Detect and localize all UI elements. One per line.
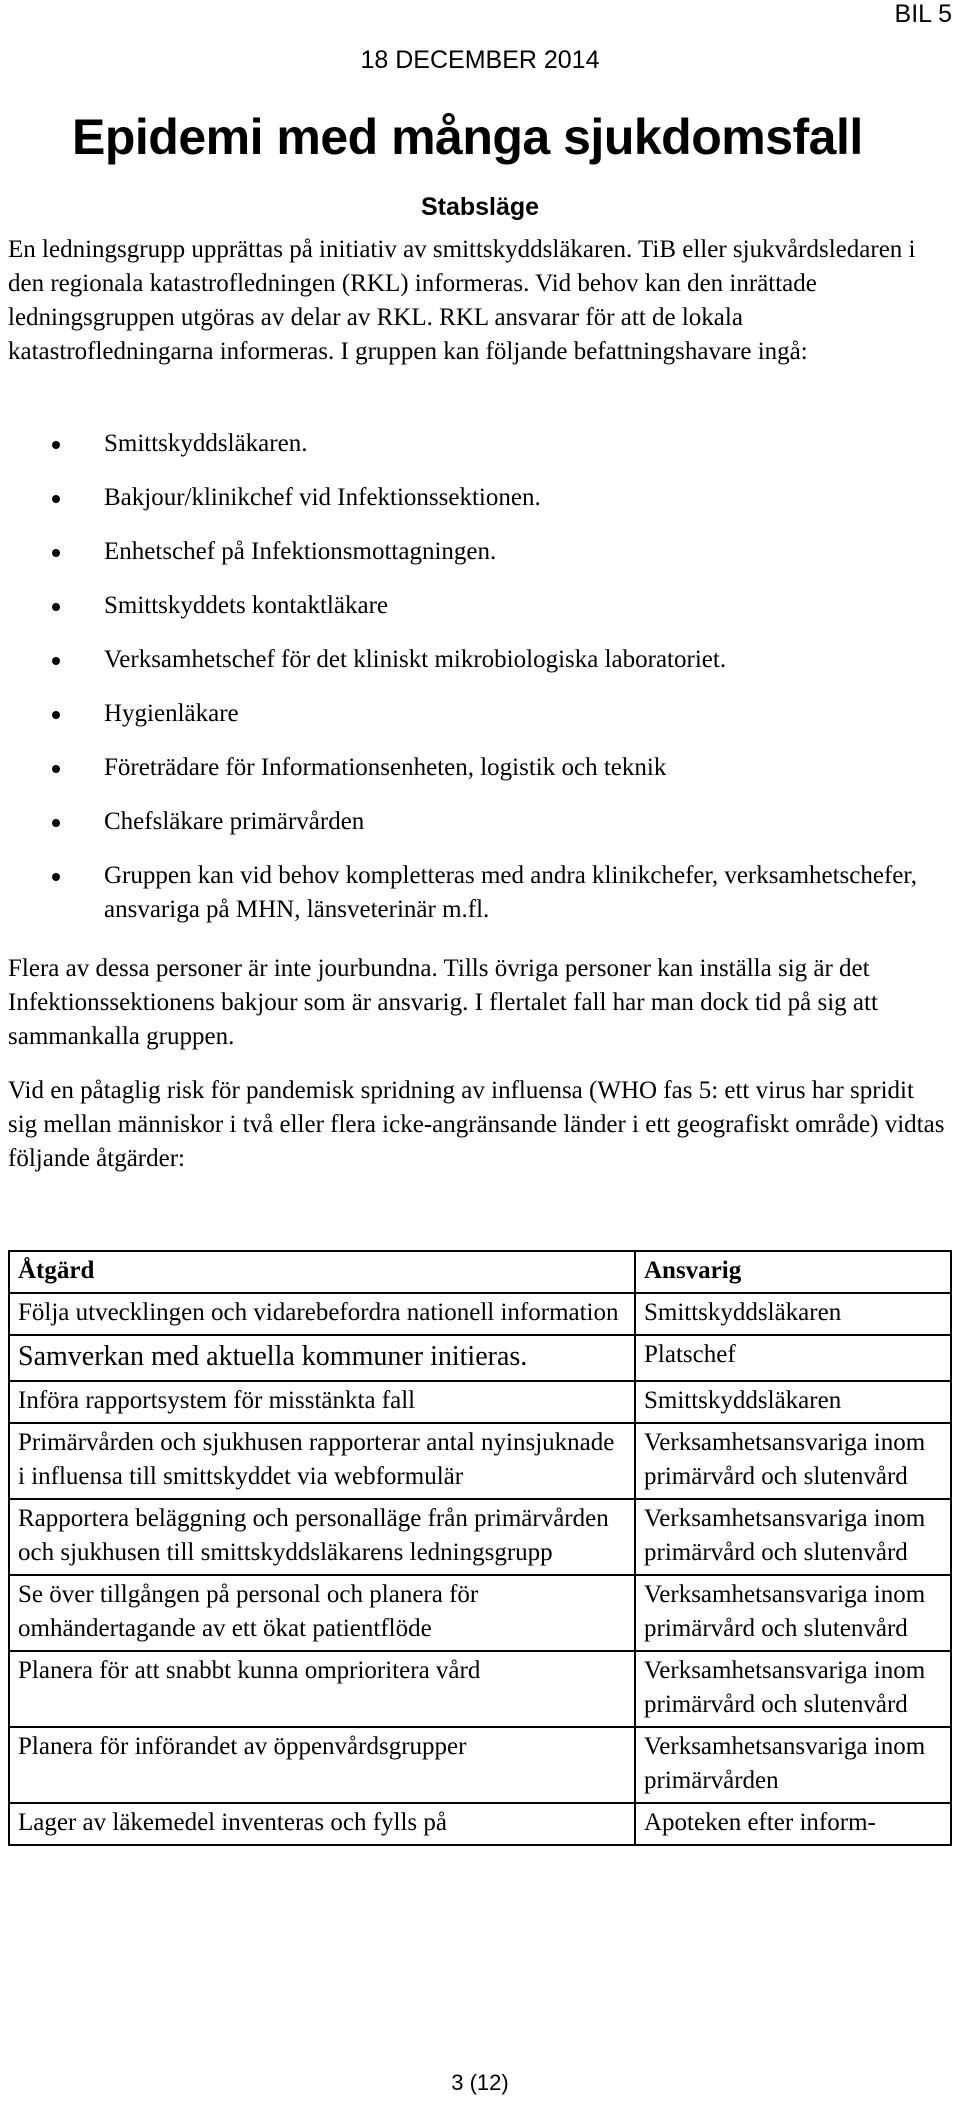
- bullet-icon: [52, 657, 60, 665]
- bullet-icon: [52, 549, 60, 557]
- table-row: [9, 1651, 951, 1727]
- action-cell: Primärvården och sjukhusen rapporterar antal nyinsjuknade i influensa till smittskyddet via webformulär: [9, 1423, 635, 1499]
- bullet-icon: [52, 765, 60, 773]
- list-item: Hygienläkare: [0, 697, 960, 731]
- table-row: [9, 1727, 951, 1803]
- bullet-icon: [52, 495, 60, 503]
- responsible-cell: Verksamhetsansvariga inom primärvård och slutenvård: [635, 1575, 951, 1651]
- responsible-cell: Verksamhetsansvariga inom primärvård och slutenvård: [635, 1499, 951, 1575]
- action-cell: Planera för att snabbt kunna omprioritera vård: [9, 1651, 635, 1727]
- annex-label: BIL 5: [894, 0, 952, 28]
- bullet-icon: [52, 819, 60, 827]
- list-item: Företrädare för Informationsenheten, logistik och teknik: [0, 751, 960, 785]
- responsible-cell: Smittskyddsläkaren: [635, 1293, 951, 1335]
- table-row: [9, 1575, 951, 1651]
- list-item: Enhetschef på Infektionsmottagningen.: [0, 535, 960, 569]
- bullet-icon: [52, 441, 60, 449]
- action-cell: Rapportera beläggning och personalläge från primärvården och sjukhusen till smittskyddsläkarens ledningsgrupp: [9, 1499, 635, 1575]
- bullet-icon: [52, 873, 60, 881]
- list-item: Bakjour/klinikchef vid Infektionssektionen.: [0, 481, 960, 515]
- action-cell: Planera för införandet av öppenvårdsgrupper: [9, 1727, 635, 1803]
- list-item: Gruppen kan vid behov kompletteras med andra klinikchefer, verksamhetschefer, ansvariga på MHN, länsveterinär m.fl.: [0, 859, 960, 927]
- responsible-cell: Verksamhetsansvariga inom primärvård och slutenvård: [635, 1423, 951, 1499]
- document-date: 18 DECEMBER 2014: [360, 46, 600, 74]
- header-action: Åtgärd: [9, 1251, 635, 1293]
- table-row: [9, 1499, 951, 1575]
- availability-paragraph: Flera av dessa personer är inte jourbundna. Tills övriga personer kan inställa sig är det Infektionssektionens bakjour som är ansvarig. I flertalet fall har man dock tid på sig att sammankalla gruppen.: [8, 955, 878, 1050]
- bullet-icon: [52, 711, 60, 719]
- action-cell: Införa rapportsystem för misstänkta fall: [9, 1381, 635, 1423]
- table-row: [9, 1423, 951, 1499]
- table-row: [9, 1381, 951, 1423]
- list-item: Verksamhetschef för det kliniskt mikrobiologiska laboratoriet.: [0, 643, 960, 677]
- list-item: Smittskyddsläkaren.: [0, 427, 960, 461]
- action-cell: Se över tillgången på personal och planera för omhändertagande av ett ökat patientflöde: [9, 1575, 635, 1651]
- responsible-cell: Verksamhetsansvariga inom primärvård och slutenvård: [635, 1651, 951, 1727]
- bullet-icon: [52, 603, 60, 611]
- list-item: Chefsläkare primärvården: [0, 805, 960, 839]
- table-header-row: [9, 1251, 951, 1293]
- responsible-cell: Smittskyddsläkaren: [635, 1381, 951, 1423]
- intro-paragraph: En ledningsgrupp upprättas på initiativ av smittskyddsläkaren. TiB eller sjukvårdsledaren i den regionala katastrofledningen (RKL) informeras. Vid behov kan den inrättade ledningsgruppen utgöras av delar av RKL. RKL ansvarar för att de lokala katastrofledningarna informeras. I gruppen kan följande befattningshavare ingå:: [8, 236, 916, 365]
- actions-table: [8, 1250, 952, 1846]
- action-cell: Lager av läkemedel inventeras och fylls på: [9, 1803, 635, 1845]
- table-row: [9, 1335, 951, 1381]
- action-cell: Följa utvecklingen och vidarebefordra nationell information: [9, 1293, 635, 1335]
- action-cell: Samverkan med aktuella kommuner initieras.: [9, 1335, 635, 1381]
- page-title: Epidemi med många sjukdomsfall: [72, 109, 863, 165]
- section-subtitle: Stabsläge: [420, 193, 540, 221]
- responsible-cell: Apoteken efter inform-: [635, 1803, 951, 1845]
- list-item: Smittskyddets kontaktläkare: [0, 589, 960, 623]
- header-responsible: Ansvarig: [635, 1251, 951, 1293]
- responsible-cell: Verksamhetsansvariga inom primärvården: [635, 1727, 951, 1803]
- page-number: 3 (12): [451, 2070, 509, 2095]
- table-row: [9, 1293, 951, 1335]
- responsible-cell: Platschef: [635, 1335, 951, 1381]
- table-row: [9, 1803, 951, 1845]
- pandemic-paragraph: Vid en påtaglig risk för pandemisk spridning av influensa (WHO fas 5: ett virus har spridit sig mellan människor i två eller flera icke-angränsande länder i ett geografiskt område) vidtas följande åtgärder:: [8, 1077, 945, 1172]
- role-list: [0, 427, 960, 947]
